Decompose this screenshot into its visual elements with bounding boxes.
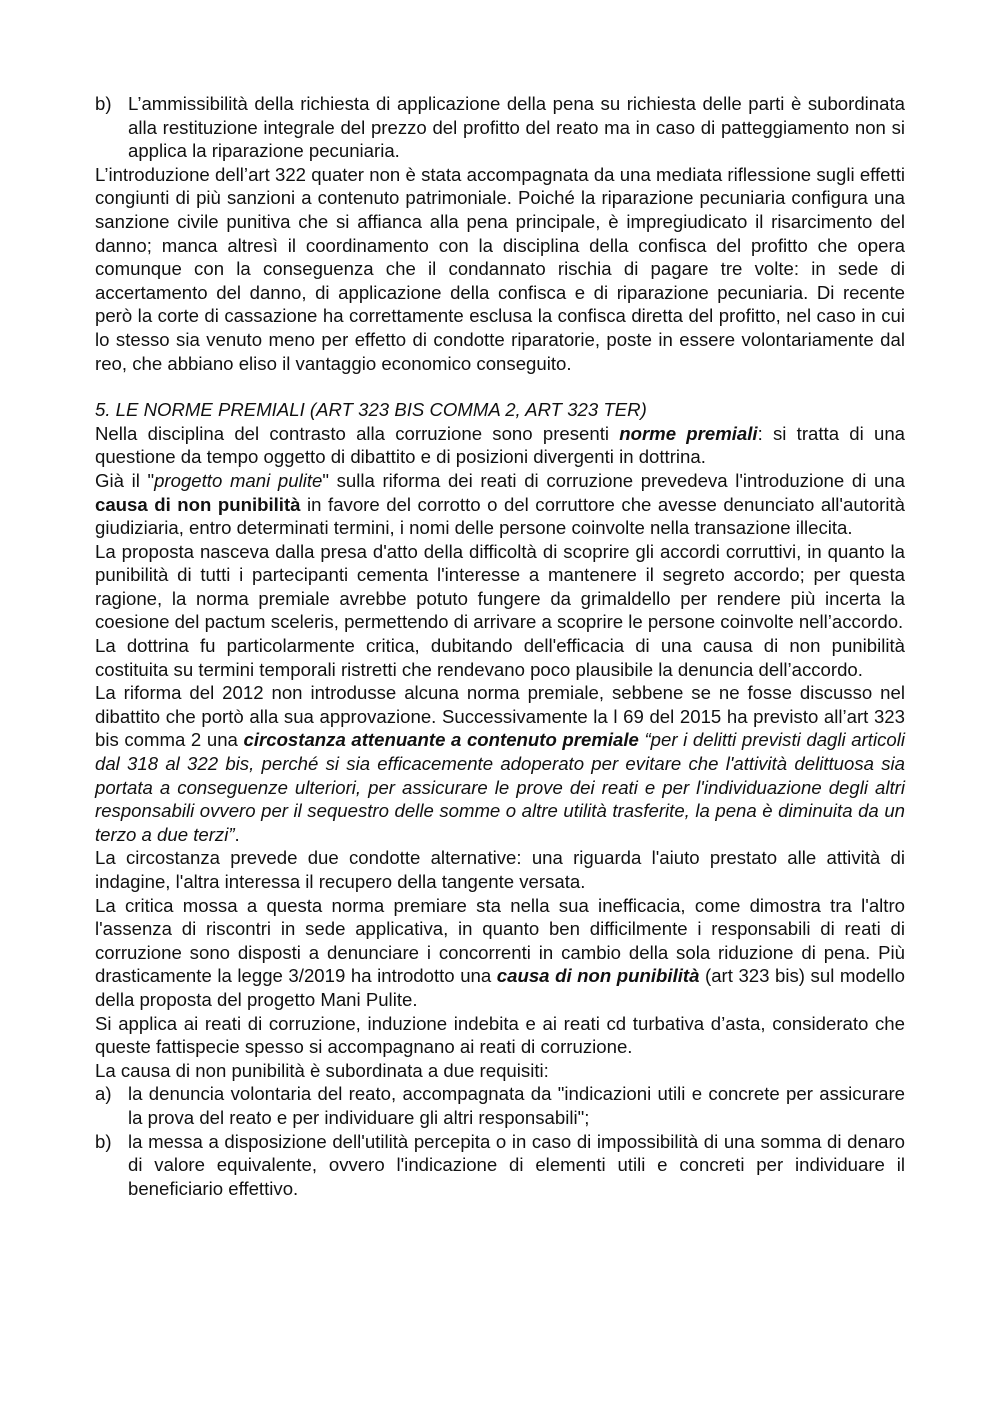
paragraph-art-322-quater: L’introduzione dell’art 322 quater non è stata accompagnata da una mediata riflessione sugli effetti congiunti di più sanzioni a contenuto patrimoniale. Poiché la riparazione pecuniaria configura una sanzione civile punitiva che si affianca alla pena principale, è impregiudicato il risarcimento del danno; manca altresì il coordinamento con la disciplina della confisca del profitto che opera comunque con la conseguenza che il condannato rischia di pagare tre volte: in sede di accertamento del danno, di applicazione della confisca e di riparazione pecuniaria. Di recente però la corte di cassazione ha correttamente esclusa la confisca diretta del profitto, nel caso in cui lo stesso sia venuto meno per effetto di condotte riparatorie, poste in essere volontariamente dal reo, che abbiano eliso il vantaggio economico conseguito.: [95, 163, 905, 374]
text-run: La critica mossa a questa norma premiare sta nella sua inefficacia, come dimostra tra l'altro l'assenza di riscontri in sede applicativa, in quanto ben difficilmente i responsabili di reati di corruzione sono disposti a denunciare i concorrenti in cambio della sola riduzione di pena. Più drasticamente la legge 3/2019 ha introdotto una: [95, 894, 905, 987]
list-item-b: [95, 1130, 905, 1201]
paragraph-applicazione: Si applica ai reati di corruzione, induzione indebita e ai reati cd turbativa d’asta, considerato che queste fattispecie spesso si accompagnano ai reati di corruzione.: [95, 1012, 905, 1058]
list-item-text: la messa a disposizione dell'utilità percepita o in caso di impossibilità di una somma di denaro di valore equivalente, ovvero l'indicazione di elementi utili e concreti per individuare il beneficiario effettivo.: [128, 1130, 905, 1199]
section-spacer: [95, 375, 905, 398]
list-marker: b): [95, 1130, 112, 1152]
section-heading: 5. LE NORME PREMIALI (ART 323 BIS COMMA 2, ART 323 TER): [95, 399, 647, 421]
list-item-text: L’ammissibilità della richiesta di applicazione della pena su richiesta delle parti è subordinata alla restituzione integrale del prezzo del profitto del reato ma in caso di patteggiamento non si applica la riparazione pecuniaria.: [128, 93, 905, 162]
paragraph-dottrina: La dottrina fu particolarmente critica, dubitando dell'efficacia di una causa di non punibilità costituita su termini temporali ristretti che rendevano poco plausibile la denuncia dell’accordo.: [95, 635, 905, 680]
text-run: .: [234, 823, 240, 845]
list-item-text: la denuncia volontaria del reato, accompagnata da "indicazioni utili e concrete per assicurare la prova del reato e per individuare gli altri responsabili";: [128, 1083, 905, 1128]
paragraph-progetto-mani-pulite: [95, 469, 905, 540]
emphasis-norme-premiali: norme premiali: [619, 422, 758, 444]
emphasis-causa-non-punibilita-2: causa di non punibilità: [496, 965, 700, 987]
emphasis-causa-non-punibilita: causa di non punibilità: [95, 493, 301, 515]
text-run: " sulla riforma dei reati di corruzione prevedeva l'introduzione di una: [322, 469, 905, 491]
text-run: in favore del corrotto o del corruttore che avesse denunciato all'autorità giudiziaria, entro determinati termini, i nomi delle persone coinvolte nella transazione illecita.: [95, 493, 905, 539]
paragraph-circostanza: La circostanza prevede due condotte alternative: una riguarda l'aiuto prestato alle attività di indagine, l'altra interessa il recupero della tangente versata.: [95, 847, 905, 892]
text-run: : si tratta di una questione da tempo oggetto di dibattito e di posizioni divergenti in dottrina.: [95, 422, 905, 468]
paragraph-proposta: La proposta nasceva dalla presa d'atto della difficoltà di scoprire gli accordi corruttivi, in quanto la punibilità di tutti i partecipanti cementa l'interesse a mantenere il segreto accordo; per questa ragione, la norma premiale avrebbe potuto fungere da grimaldello per rendere più incerta la coesione del pactum sceleris, permettendo di arrivare a scoprire le persone coinvolte nell’accordo.: [95, 540, 905, 633]
paragraph-riforma-2012: [95, 681, 905, 846]
text-run: La riforma del 2012 non introdusse alcuna norma premiale, sebbene se ne fosse discusso nel dibattito che portò alla sua approvazione. Successivamente la l 69 del 2015 ha previsto all’art 323 bis comma 2 una: [95, 682, 905, 751]
list-item-b-intro: [95, 92, 905, 163]
emphasis-circostanza-attenuante: circostanza attenuante a contenuto premiale: [243, 729, 639, 751]
list-marker: a): [95, 1083, 112, 1105]
paragraph-requisiti: La causa di non punibilità è subordinata a due requisiti:: [95, 1059, 549, 1081]
paragraph-norme-premiali: [95, 422, 905, 469]
list-item-a: [95, 1082, 905, 1129]
text-run: (art 323 bis) sul modello della proposta del progetto Mani Pulite.: [95, 965, 906, 1010]
quote-art-323-bis: “per i delitti previsti dagli articoli dal 318 al 322 bis, perché si sia efficacemente adoperato per evitare che l'attività delittuosa sia portata a conseguenze ulteriori, per assicurare le prove dei reati e per l'individuazione degli altri responsabili ovvero per il sequestro delle somme o altre utilità trasferite, la pena è diminuita da un terzo a due terzi”: [95, 729, 905, 845]
emphasis-progetto-mani-pulite: progetto mani pulite: [154, 469, 323, 491]
text-run: Nella disciplina del contrasto alla corruzione sono presenti: [95, 422, 620, 444]
text-run: Già il ": [95, 469, 155, 491]
list-marker: b): [95, 93, 112, 114]
paragraph-critica: [95, 894, 905, 1012]
